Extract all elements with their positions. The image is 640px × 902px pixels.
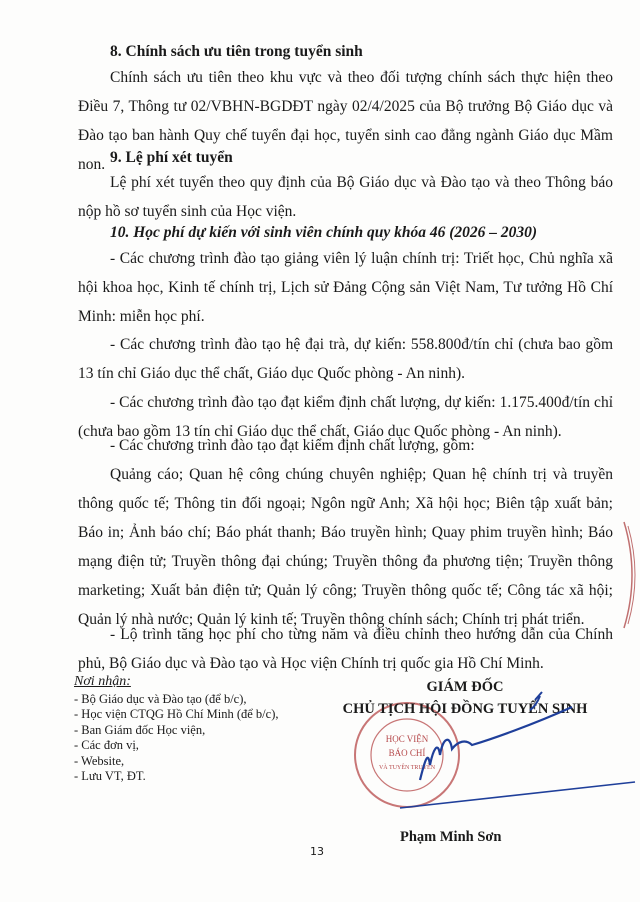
- section-10-heading: 10. Học phí dự kiến với sinh viên chính quy khóa 46 (2026 – 2030): [110, 224, 538, 241]
- accredited-programs-list: Quảng cáo; Quan hệ công chúng chuyên nghiệp; Quan hệ chính trị và truyền thông quốc tế; Thông tin đối ngoại; Ngôn ngữ Anh; Xã hội học; Biên tập xuất bản; Báo in; Ảnh báo chí; Báo phát thanh; Báo truyền hình; Quay phim truyền hình; Báo mạng điện tử; Truyền thông đại chúng; Truyền thông đa phương tiện; Truyền thông marketing; Xuất bản điện tử; Quản lý công; Truyền thông quốc tế; Công tác xã hội; Quản lý nhà nước; Quản lý kinh tế; Truyền thông chính sách; Chính trị phát triển.: [78, 466, 613, 628]
- tuition-item-3: - Các chương trình đào tạo đạt kiểm định chất lượng, dự kiến: 1.175.400đ/tín chỉ (chưa bao gồm 13 tín chỉ Giáo dục thể chất, Giáo dục Quốc phòng - An ninh).: [78, 394, 613, 440]
- tuition-item-4: - Các chương trình đào tạo đạt kiểm định chất lượng, gồm:: [110, 437, 475, 454]
- signer-title-chairman: CHỦ TỊCH HỘI ĐỒNG TUYỂN SINH: [342, 701, 588, 717]
- handwritten-signature-icon: [380, 690, 640, 820]
- recipient-item: - Các đơn vị,: [74, 738, 139, 752]
- recipient-item: - Website,: [74, 753, 125, 768]
- recipient-item: - Ban Giám đốc Học viện,: [74, 722, 206, 737]
- tuition-item-2: - Các chương trình đào tạo hệ đại trà, dự kiến: 558.800đ/tín chỉ (chưa bao gồm 13 tín chỉ Giáo dục thể chất, Giáo dục Quốc phòng - An ninh).: [78, 336, 613, 382]
- recipient-item: - Lưu VT, ĐT.: [74, 769, 146, 783]
- section-8-heading: 8. Chính sách ưu tiên trong tuyển sinh: [110, 43, 363, 60]
- stamp-line-1: HỌC VIỆN: [385, 734, 429, 744]
- tuition-item-roadmap: - Lộ trình tăng học phí cho từng năm và điều chỉnh theo hướng dẫn của Chính phủ, Bộ Giáo dục và Đào tạo và Học viện Chính trị quốc gia Hồ Chí Minh.: [78, 626, 613, 672]
- signer-title-director: GIÁM ĐỐC: [426, 679, 504, 695]
- stamp-line-3: VÀ TUYÊN TRUYỀN: [378, 765, 436, 771]
- recipient-item: - Bộ Giáo dục và Đào tạo (để b/c),: [74, 691, 247, 706]
- section-9-body: Lệ phí xét tuyển theo quy định của Bộ Giáo dục và Đào tạo và theo Thông báo nộp hồ sơ tuyển sinh của Học viện.: [78, 174, 613, 220]
- edge-seal-fragment-icon: [622, 520, 640, 630]
- page-number: 13: [310, 845, 324, 858]
- section-9-heading: 9. Lệ phí xét tuyển: [110, 149, 233, 166]
- section-8-body: Chính sách ưu tiên theo khu vực và theo đối tượng chính sách thực hiện theo Điều 7, Thông tư 02/VBHN-BGDĐT ngày 02/4/2025 của Bộ trưởng Bộ Giáo dục và Đào tạo ban hành Quy chế tuyển đại học, tuyển sinh cao đẳng ngành Giáo dục Mầm non.: [78, 69, 613, 173]
- stamp-line-2: BÁO CHÍ: [388, 748, 426, 758]
- tuition-item-1: - Các chương trình đào tạo giảng viên lý luận chính trị: Triết học, Chủ nghĩa xã hội khoa học, Kinh tế chính trị, Lịch sử Đảng Cộng sản Việt Nam, Tư tưởng Hồ Chí Minh: miễn học phí.: [78, 250, 613, 325]
- recipient-item: - Học viện CTQG Hồ Chí Minh (để b/c),: [74, 707, 279, 721]
- recipients-block: [74, 674, 278, 785]
- signer-name: Phạm Minh Sơn: [400, 829, 502, 845]
- recipients-title: Nơi nhận:: [74, 674, 131, 689]
